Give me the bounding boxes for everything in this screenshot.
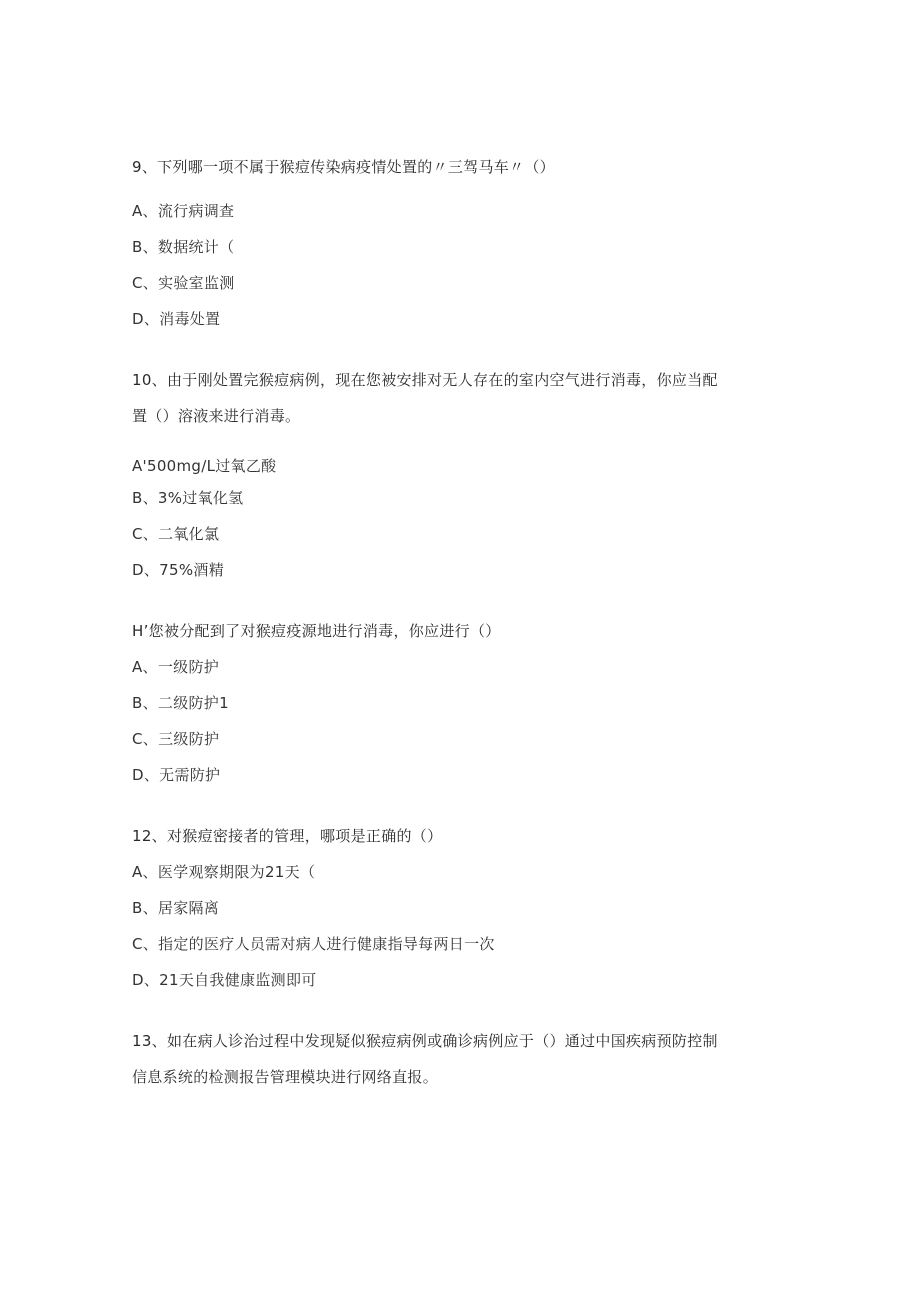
question-9-text: 9、下列哪一项不属于猴痘传染病疫情处置的〃三驾马车〃（） bbox=[132, 158, 555, 176]
question-12-option-c: C、指定的医疗人员需对病人进行健康指导每两日一次 bbox=[132, 935, 495, 953]
question-9-option-a: A、流行病调查 bbox=[132, 202, 235, 220]
question-11-option-d: D、无需防护 bbox=[132, 766, 221, 784]
question-9-option-d: D、消毒处置 bbox=[132, 310, 221, 328]
question-10-option-c: C、二氧化氯 bbox=[132, 525, 220, 543]
question-10-option-a: A'500mg∕L过氧乙酸 bbox=[132, 457, 277, 475]
question-12-option-a: A、医学观察期限为21天（ bbox=[132, 863, 316, 881]
question-9-option-c: C、实验室监测 bbox=[132, 274, 235, 292]
question-13-text-line-1: 13、如在病人诊治过程中发现疑似猴痘病例或确诊病例应于（）通过中国疾病预防控制 bbox=[132, 1032, 718, 1050]
question-11-text: H’您被分配到了对猴痘疫源地进行消毒，你应进行（） bbox=[132, 622, 501, 640]
question-9-option-b: B、数据统计（ bbox=[132, 238, 235, 256]
question-11-option-c: C、三级防护 bbox=[132, 730, 220, 748]
question-10-text-line-2: 置（）溶液来进行消毒。 bbox=[132, 407, 301, 425]
question-10-option-b: B、3%过氧化氢 bbox=[132, 489, 244, 507]
question-10-text-line-1: 10、由于刚处置完猴痘病例，现在您被安排对无人存在的室内空气进行消毒，你应当配 bbox=[132, 371, 718, 389]
question-10-option-d: D、75%酒精 bbox=[132, 561, 224, 579]
question-12-option-b: B、居家隔离 bbox=[132, 899, 220, 917]
question-12-option-d: D、21天自我健康监测即可 bbox=[132, 971, 317, 989]
question-13-text-line-2: 信息系统的检测报告管理模块进行网络直报。 bbox=[132, 1068, 439, 1086]
question-12-text: 12、对猴痘密接者的管理，哪项是正确的（） bbox=[132, 827, 443, 845]
question-11-option-a: A、一级防护 bbox=[132, 658, 220, 676]
question-11-option-b: B、二级防护1 bbox=[132, 694, 229, 712]
